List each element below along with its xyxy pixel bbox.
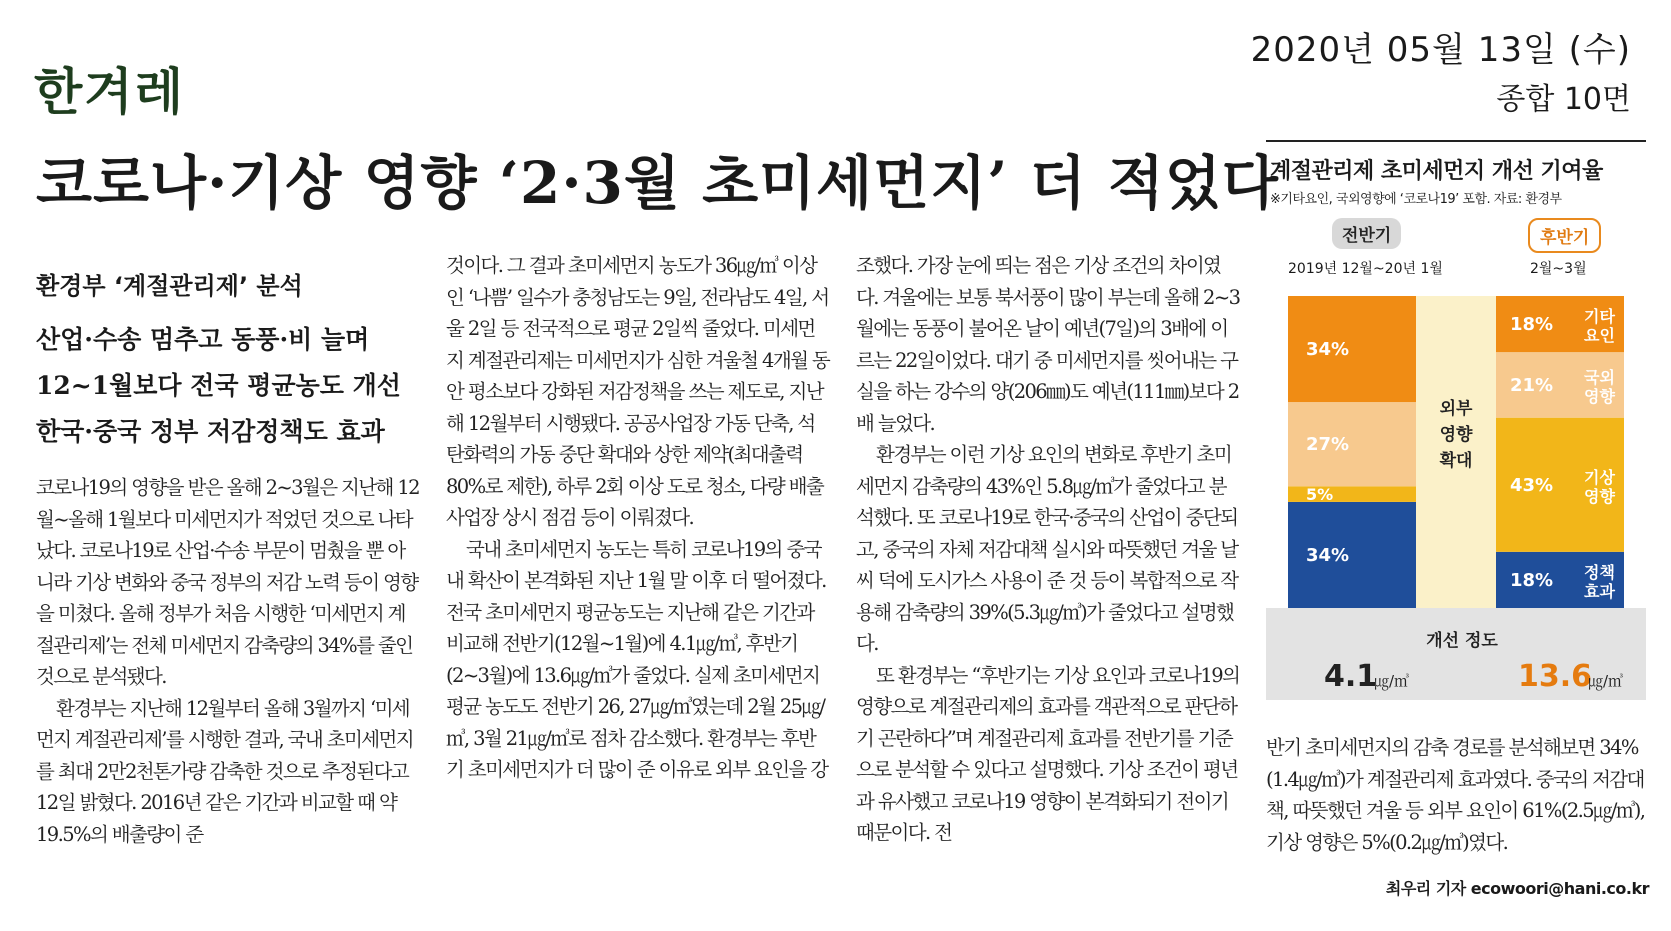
subhead-line: 한국·중국 정부 저감정책도 효과	[36, 417, 385, 446]
label-second-other: 18%	[1510, 314, 1554, 336]
paragraph: 조했다. 가장 눈에 띄는 점은 기상 조건의 차이였다. 겨울에는 보통 북서풍이 많이 부는데 올해 2~3월에는 동풍이 불어온 날이 예년(7일)의 3배에 이르는 22일이었다. 대기 중 미세먼지를 씻어내는 구실을 하는 강수의 양(206㎜)도 예년(111㎜)보다 2배 늘었다.	[856, 254, 1240, 435]
chart-top-rule	[1266, 140, 1646, 142]
paragraph: 환경부는 이런 기상 요인의 변화로 후반기 초미세먼지 감축량의 43%인 5.8㎍/㎥가 줄었다고 분석했다. 또 코로나19로 한국·중국의 산업이 중단되고, 중국의 자체 저감대책 실시와 따뜻했던 겨울 날씨 덕에 도시가스 사용이 준 것 등이 복합적으로 작용해 감축량의 39%(5.3㎍/㎥)가 줄었다고 설명했다.	[856, 443, 1238, 655]
period-range-second: 2월~3월	[1530, 261, 1587, 277]
chart-title: 계절관리제 초미세먼지 개선 기여율	[1270, 159, 1603, 184]
subhead-line: 산업·수송 멈추고 동풍·비 늘며	[36, 325, 370, 354]
period-label-second: 후반기	[1528, 218, 1601, 253]
paragraph: 환경부는 지난해 12월부터 올해 3월까지 ‘미세먼지 계절관리제’를 시행한 결과, 국내 초미세먼지를 최대 2만2천톤가량 감축한 것으로 추정된다고 12일 밝혔다. 2016년 같은 기간과 비교할 때 약 19.5%의 배출량이 준	[36, 696, 413, 846]
series-label-other-1: 기타	[1584, 307, 1615, 327]
subheads	[36, 266, 436, 455]
center-annotation-3: 확대	[1439, 451, 1473, 471]
label-first-other: 34%	[1306, 339, 1350, 361]
headline: 코로나·기상 영향 ‘2·3월 초미세먼지’ 더 적었다	[36, 149, 1279, 217]
period-range-first: 2019년 12월~20년 1월	[1288, 261, 1443, 277]
label-first-policy: 34%	[1306, 544, 1350, 566]
byline: 최우리 기자 ecowoori@hani.co.kr	[1385, 879, 1649, 898]
date-line: 2020년 05월 13일 (수)	[1250, 30, 1631, 70]
improvement-label: 개선 정도	[1426, 631, 1498, 651]
center-annotation-1: 외부	[1439, 399, 1473, 419]
article-column-3	[856, 250, 1241, 849]
newspaper-logo: 한겨레	[34, 63, 185, 121]
label-second-weather: 43%	[1510, 474, 1554, 496]
series-label-weather-1: 기상	[1584, 467, 1615, 487]
paragraph: 또 환경부는 “후반기는 기상 요인과 코로나19의 영향으로 계절관리제의 효과를 객관적으로 판단하기 곤란하다”며 계절관리제 효과를 전반기를 기준으로 분석할 수 있다고 설명했다. 기상 조건이 평년과 유사했고 코로나19 영향이 본격화되기 전이기 때문이다. 전	[856, 663, 1240, 844]
label-second-foreign: 21%	[1510, 374, 1554, 396]
center-annotation-2: 영향	[1439, 425, 1473, 445]
period-label-first: 전반기	[1332, 218, 1401, 249]
chart-note: ※기타요인, 국외영향에 ‘코로나19’ 포함. 자료: 환경부	[1270, 192, 1562, 207]
article-column-1	[36, 472, 420, 850]
series-label-foreign-2: 영향	[1584, 386, 1615, 406]
subhead-main: 환경부 ‘계절관리제’ 분석	[36, 272, 303, 300]
label-first-weather: 5%	[1306, 485, 1334, 505]
series-label-policy-1: 정책	[1584, 562, 1615, 582]
label-second-policy: 18%	[1510, 569, 1554, 591]
series-label-other-2: 요인	[1584, 326, 1615, 346]
improvement-unit-second: ㎍/㎥	[1588, 672, 1624, 690]
label-first-foreign: 27%	[1306, 434, 1350, 456]
chart-box	[1266, 140, 1646, 700]
improvement-value-first: 4.1	[1324, 659, 1378, 694]
improvement-unit-first: ㎍/㎥	[1374, 672, 1410, 690]
paragraph: 것이다. 그 결과 초미세먼지 농도가 36㎍/㎥ 이상인 ‘나쁨’ 일수가 충청남도는 9일, 전라남도 4일, 서울 2일 등 전국적으로 평균 2일씩 줄었다. 미세먼지 계절관리제는 미세먼지가 심한 겨울철 4개월 동안 평소보다 강화된 저감정책을 쓰는 제도로, 지난해 12월부터 시행됐다. 공공사업장 가동 단축, 석탄화력의 가동 중단 확대와 상한 제약(최대출력 80%로 제한), 하루 2회 이상 도로 청소, 다량 배출사업장 상시 점검 등이 이뤄졌다.	[446, 254, 830, 529]
paragraph: 반기 초미세먼지의 감축 경로를 분석해보면 34%(1.4㎍/㎥)가 계절관리제 효과였다. 중국의 저감대책, 따뜻했던 겨울 등 외부 요인이 61%(2.5㎍/㎥), 기상 영향은 5%(0.2㎍/㎥)였다.	[1266, 736, 1645, 854]
paragraph: 코로나19의 영향을 받은 올해 2~3월은 지난해 12월~올해 1월보다 미세먼지가 적었던 것으로 나타났다. 코로나19로 산업·수송 부문이 멈췄을 뿐 아니라 기상 변화와 중국 정부의 저감 노력 등이 영향을 미쳤다. 올해 정부가 처음 시행한 ‘미세먼지 계절관리제’는 전체 미세먼지 감축량의 34%를 줄인 것으로 분석됐다.	[36, 476, 419, 688]
improvement-value-second: 13.6	[1518, 659, 1593, 694]
article-column-4	[1266, 732, 1646, 858]
stacked-bar-chart	[1266, 290, 1646, 700]
series-label-weather-2: 영향	[1584, 486, 1615, 506]
article-column-2	[446, 250, 831, 786]
paragraph: 국내 초미세먼지 농도는 특히 코로나19의 중국 내 확산이 본격화된 지난 1월 말 이후 더 떨어졌다. 전국 초미세먼지 평균농도는 지난해 같은 기간과 비교해 전반기(12월~1월)에 4.1㎍/㎥, 후반기(2~3월)에 13.6㎍/㎥가 줄었다. 실제 초미세먼지 평균 농도도 전반기 26, 27㎍/㎥였는데 2월 25㎍/㎥, 3월 21㎍/㎥로 점차 감소했다. 환경부는 후반기 초미세먼지가 더 많이 준 이유로 외부 요인을 강	[446, 537, 828, 781]
series-label-foreign-1: 국외	[1584, 367, 1615, 387]
subhead-line: 12~1월보다 전국 평균농도 개선	[36, 371, 401, 400]
series-label-policy-2: 효과	[1584, 581, 1615, 601]
page-number: 종합 10면	[1496, 82, 1631, 117]
